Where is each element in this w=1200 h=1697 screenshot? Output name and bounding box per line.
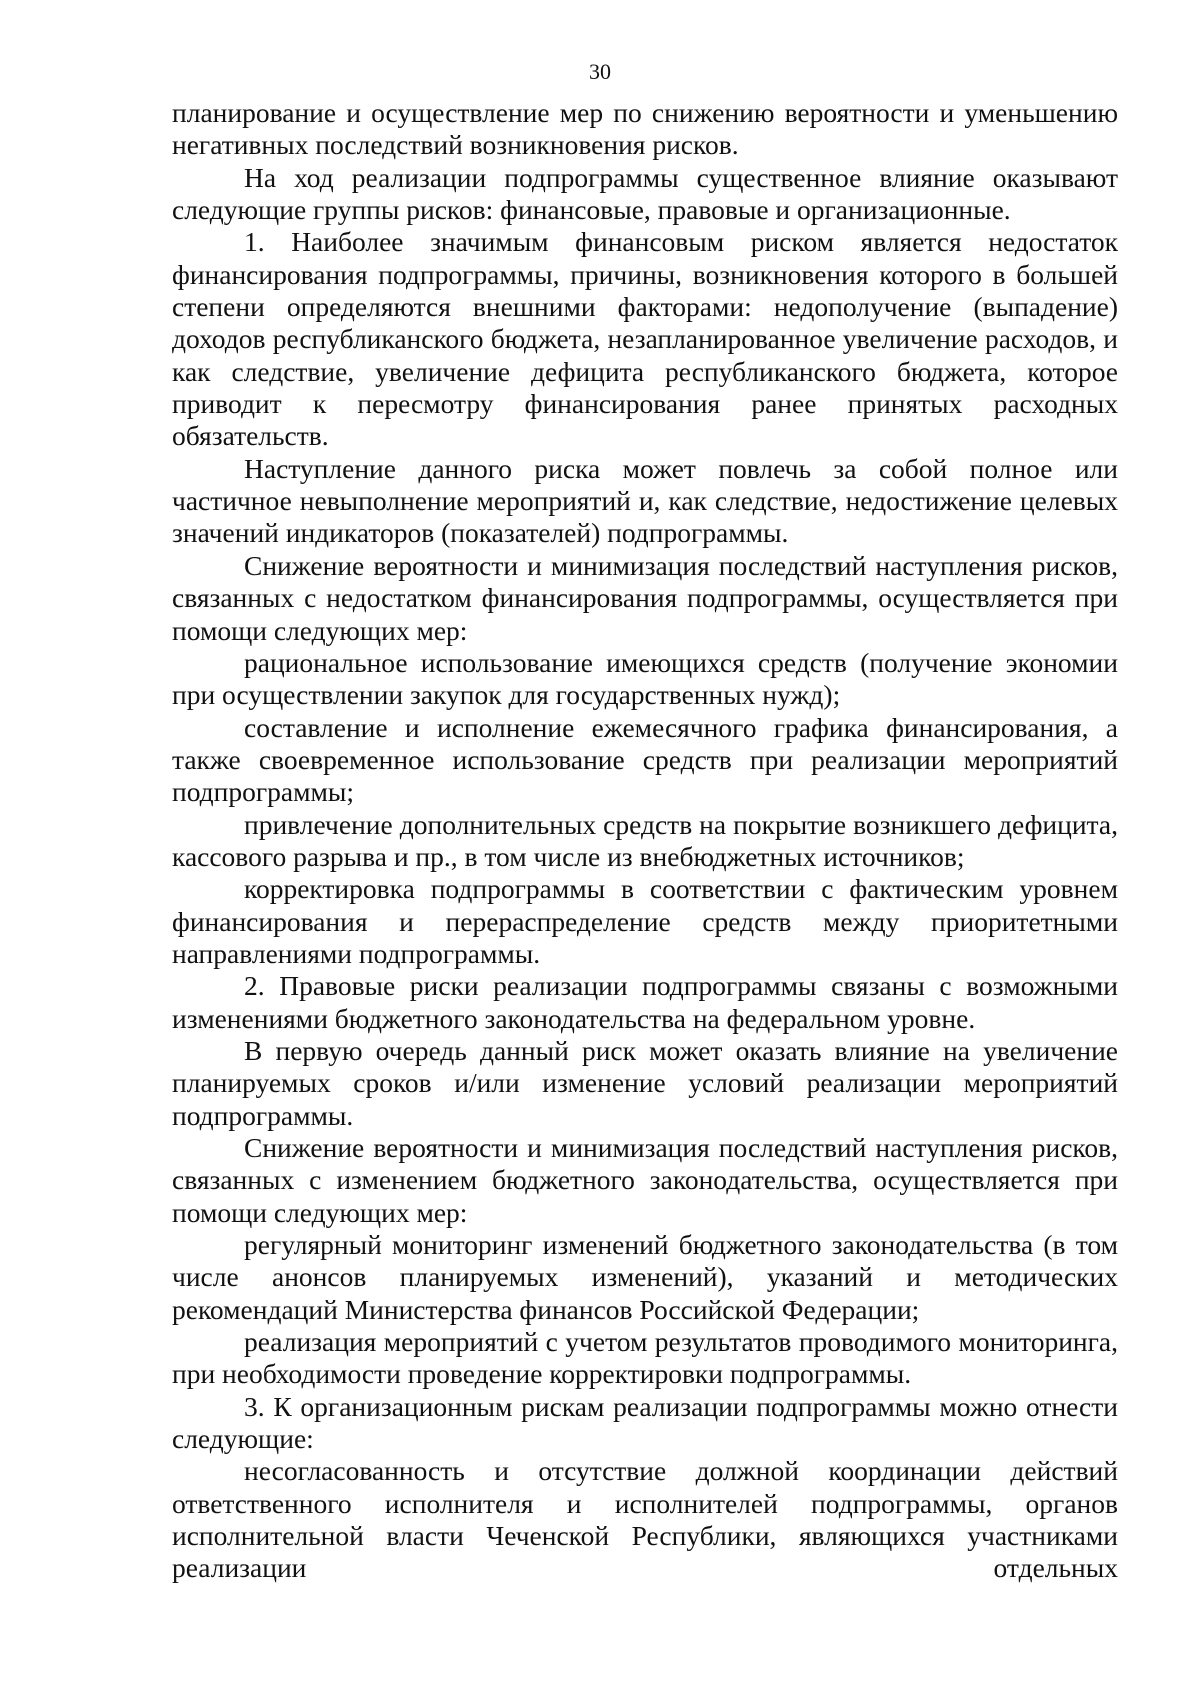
- paragraph: регулярный мониторинг изменений бюджетного законодательства (в том числе анонсов планируемых изменений), указаний и методических рекомендаций Министерства финансов Российской Федерации;: [172, 1229, 1118, 1325]
- paragraph: привлечение дополнительных средств на покрытие возникшего дефицита, кассового разрыва и пр., в том числе из внебюджетных источников;: [172, 808, 1118, 872]
- paragraph: реализация мероприятий с учетом результатов проводимого мониторинга, при необходимости проведение корректировки подпрограммы.: [172, 1326, 1118, 1390]
- paragraph: 1. Наиболее значимым финансовым риском является недостаток финансирования подпрограммы, причины, возникновения которого в большей степени определяются внешними факторами: недополучение (выпадение) доходов республиканского бюджета, незапланированное увеличение расходов, и как следствие, увеличение дефицита республиканского бюджета, которое приводит к пересмотру финансирования ранее принятых расходных обязательств.: [172, 226, 1118, 452]
- paragraph: рациональное использование имеющихся средств (получение экономии при осуществлении закупок для государственных нужд);: [172, 646, 1118, 711]
- paragraph: корректировка подпрограммы в соответствии с фактическим уровнем финансирования и перераспределение средств между приоритетными направлениями подпрограммы.: [172, 873, 1118, 969]
- document-body: [172, 97, 1118, 1585]
- paragraph: Наступление данного риска может повлечь за собой полное или частичное невыполнение мероприятий и, как следствие, недостижение целевых значений индикаторов (показателей) подпрограммы.: [172, 452, 1118, 549]
- paragraph: В первую очередь данный риск может оказать влияние на увеличение планируемых сроков и/или изменение условий реализации мероприятий подпрограммы.: [172, 1034, 1118, 1131]
- paragraph: Снижение вероятности и минимизация последствий наступления рисков, связанных с изменением бюджетного законодательства, осуществляется при помощи следующих мер:: [172, 1132, 1118, 1228]
- page-number: 30: [589, 59, 611, 84]
- paragraph: Снижение вероятности и минимизация последствий наступления рисков, связанных с недостатком финансирования подпрограммы, осуществляется при помощи следующих мер:: [172, 549, 1118, 646]
- paragraph: несогласованность и отсутствие должной координации действий ответственного исполнителя и исполнителей подпрограммы, органов исполнительной власти Чеченской Республики, являющихся участниками реализации отдельных: [172, 1455, 1118, 1584]
- paragraph: составление и исполнение ежемесячного графика финансирования, а также своевременное использование средств при реализации мероприятий подпрограммы;: [172, 711, 1118, 808]
- paragraph: 3. К организационным рискам реализации подпрограммы можно отнести следующие:: [172, 1390, 1118, 1455]
- paragraph: планирование и осуществление мер по снижению вероятности и уменьшению негативных последствий возникновения рисков.: [172, 97, 1118, 161]
- paragraph: На ход реализации подпрограммы существенное влияние оказывают следующие группы рисков: финансовые, правовые и организационные.: [172, 161, 1118, 226]
- paragraph: 2. Правовые риски реализации подпрограммы связаны с возможными изменениями бюджетного законодательства на федеральном уровне.: [172, 970, 1118, 1034]
